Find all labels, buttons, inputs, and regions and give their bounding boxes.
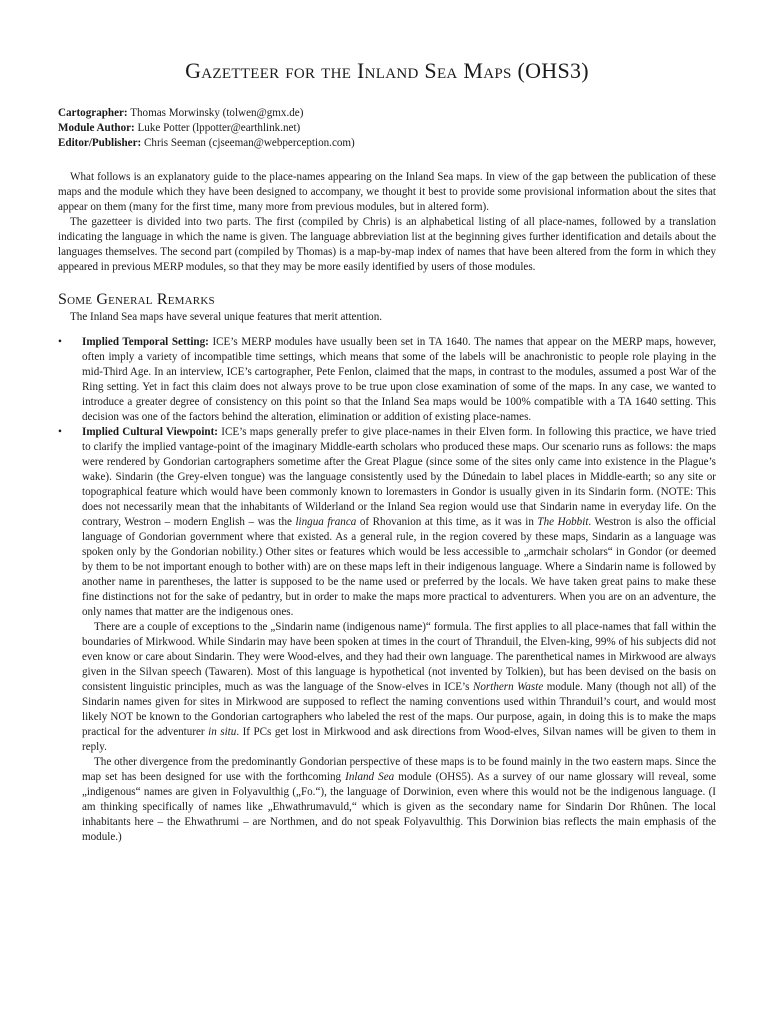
bullet-italic: The Hobbit (537, 516, 589, 528)
remarks-list (58, 335, 716, 845)
intro-paragraph: What follows is an explanatory guide to the place-names appearing on the Inland Sea maps. In view of the gap between the publication of these maps and the module which they have been designed to accompany, we thought it best to provide some provisional information about the sites that appear on them (many for the first time, many more from previous modules, but in altered form). (58, 171, 716, 213)
sub-paragraph: There are a couple of exceptions to the „Sindarin name (indigenous name)“ formula. The first applies to all place-names that fall within the boundaries of Mirkwood. While Sindarin may have been spoken at times in the court of Thranduil, the Elven-king, 99% of his subjects did not even know or care about Sindarin. They were Wood-elves, and they had their own language. The parenthetical names in Mirkwood are always given in the Silvan speech (Tawaren). Most of this language is hypothetical (not invented by Tolkien), but has been devised on the basis on consistent linguistic principles, much as was the language of the Snow-elves in ICE’s Northern Waste module. Many (though not all) of the Sindarin names given for sites in Mirkwood are supposed to reflect the naming conventions used within Thranduil’s court, and would most likely NOT be known to the Gondorian cartographers who labeled the rest of the maps. Our purpose, again, in doing this is to make the maps practical for the adventurer in situ. If PCs get lost in Mirkwood and ask directions from Wood-elves, Silvan names will be given to them in reply. (82, 621, 716, 753)
bullet-italic: lingua franca (295, 516, 357, 528)
intro-paragraph: The gazetteer is divided into two parts. The first (compiled by Chris) is an alphabetical listing of all place-names, followed by a translation indicating the language in which the name is given. The language abbreviation list at the beginning gives further identification and details about the languages themselves. The second part (compiled by Thomas) is a map-by-map index of names that have been altered from the form in which they appeared in previous MERP modules, so that they may be more easily identified by users of those modules. (58, 216, 716, 273)
bullet-lead: Implied Cultural Viewpoint: (82, 426, 218, 438)
credits-block (58, 106, 716, 151)
bullet-text: ICE’s maps generally prefer to give place-names in their Elven form. In following this practice, we have tried to clarify the implied vantage-point of the imaginary Middle-earth scholars who produced these maps. Our scenario runs as follows: the maps were rendered by Gondorian cartographers sometime after the Great Plague (since some of the sites only came into existence in the Plague’s wake). Sindarin (the Grey-elven tongue) was the language consistently used by the Dúnedain to label places in Middle-earth; so any site or topographical feature which would have been commonly known to loremasters in Gondor is usually given in its Sindarin form. (NOTE: This does not necessarily mean that the inhabitants of Wilderland or the Inland Sea region would use that Sindarin name in everyday life. On the contrary, Westron – modern English – was the (82, 426, 717, 528)
credit-cartographer: Cartographer: Thomas Morwinsky (tolwen@gmx.de) (58, 107, 304, 119)
list-item (58, 335, 716, 425)
bullet-text: . Westron is also the official language of Gondorian government where that existed. As a general rule, in the region covered by these maps, Sindarin as a language was spoken only by the Gondorian nobility.) Other sites or features which would be less accessible to „armchair scholars“ in Gondor (or deemed by them to be not important enough to bother with) are on these maps left in their indigenous language. Where a Sindarin name is followed by another name in parentheses, the latter is supposed to be the name used or preferred by the locals. We have taken great pains to make these fine distinctions not for the sake of pedantry, but in order to make the maps more practical to adventurers. When you are on an adventure, the only names that matter are the indigenous ones. (82, 516, 716, 618)
credit-module-author: Module Author: Luke Potter (lppotter@earthlink.net) (58, 122, 301, 134)
sub-paragraph: The other divergence from the predominantly Gondorian perspective of these maps is to be found mainly in the two eastern maps. Since the map set has been designed for use with the forthcoming Inland Sea module (OHS5). As a survey of our name glossary will reveal, some „indigenous“ names are given in Folyavulthig („Fo.“), the language of Dorwinion, even where this would not be the indigenous language. (I am thinking specifically of names like „Ehwathrumavuld,“ which is given as the secondary name for Sindarin Dor Rhûnen. The local inhabitants here – the Ehwathrumi – are Northmen, and do not speak Folyavulthig. This Dorwinion bias reflects the main emphasis of the module.) (82, 756, 716, 843)
section-intro: The Inland Sea maps have several unique features that merit attention. (70, 311, 383, 323)
page-title: Gazetteer for the Inland Sea Maps (OHS3) (185, 58, 589, 83)
bullet-icon: • (58, 426, 62, 438)
credit-editor-publisher: Editor/Publisher: Chris Seeman (cjseeman@webperception.com) (58, 137, 355, 149)
bullet-text: of Rhovanion at this time, as it was in (356, 516, 538, 528)
list-item (58, 425, 716, 845)
section-heading: Some General Remarks (58, 291, 215, 308)
bullet-text: ICE’s MERP modules have usually been set in TA 1640. The names that appear on the MERP maps, however, often imply a variety of incompatible time settings, which means that some of the labels will be anachronistic to people role playing in the mid-Third Age. In an interview, ICE’s cartographer, Pete Fenlon, claimed that the maps, in contrast to the modules, assumed a post War of the Ring setting. Yet in fact this claim does not always prove to be true upon close examination of some of the maps. In any case, we wanted to introduce a greater degree of consistency on this point so that the Inland Sea maps would be 100% compatible with a TA 1640 setting. This decision was one of the factors behind the alteration, elimination or addition of existing place-names. (82, 336, 716, 423)
bullet-lead: Implied Temporal Setting: (82, 336, 209, 348)
bullet-icon: • (58, 336, 62, 348)
